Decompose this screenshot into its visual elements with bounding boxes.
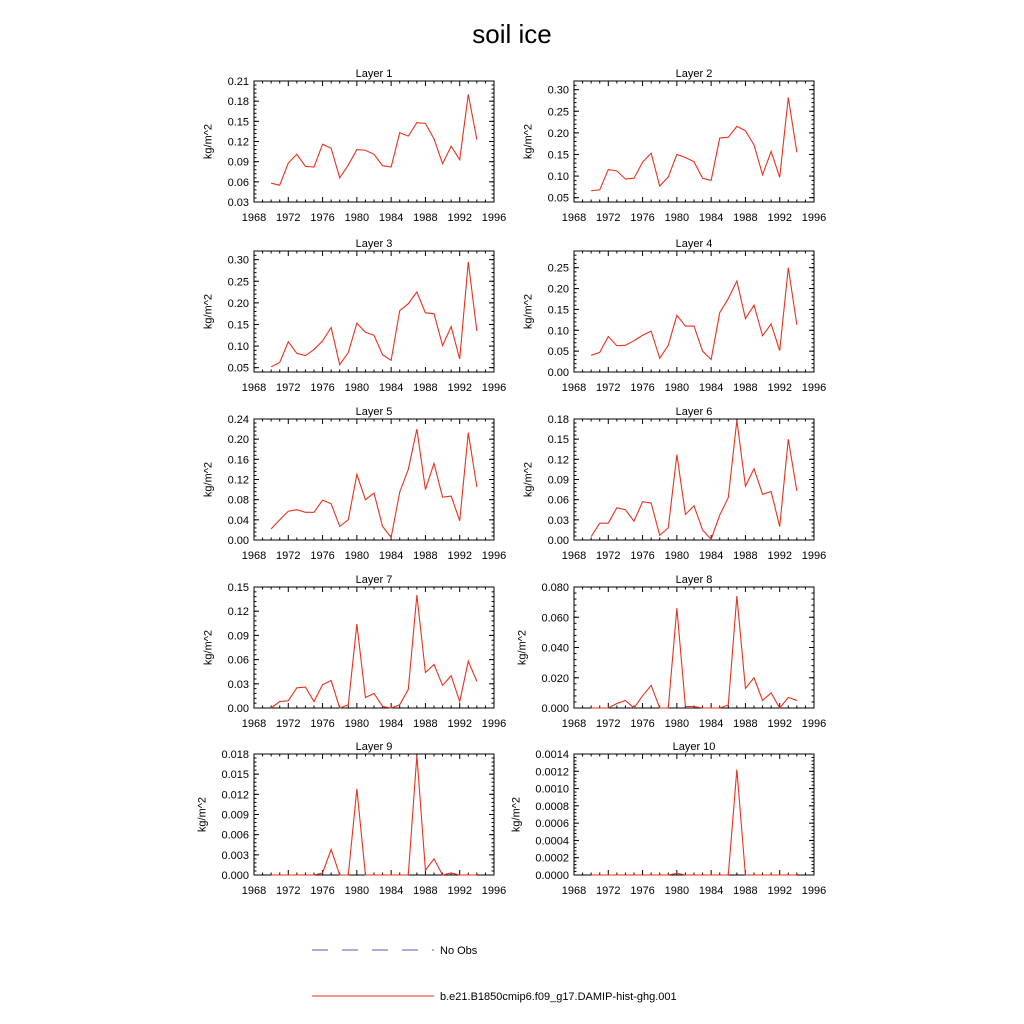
x-tick-label: 1968 (561, 718, 587, 730)
x-tick-label: 1992 (767, 718, 792, 730)
y-axis-label: kg/m^2 (522, 123, 535, 160)
y-tick-label: 0.20 (227, 297, 249, 310)
y-axis-label: kg/m^2 (202, 461, 215, 498)
y-tick-label: 0.15 (547, 149, 569, 162)
y-tick-label: 0.20 (227, 434, 249, 447)
y-tick-label: 0.12 (227, 136, 249, 149)
y-tick-label: 0.12 (547, 454, 569, 467)
plot-frame (254, 587, 494, 708)
y-tick-label: 0.0008 (535, 800, 569, 813)
x-tick-label: 1976 (310, 550, 335, 562)
plot-frame (574, 587, 814, 708)
plot-frame (254, 754, 494, 875)
x-tick-label: 1972 (596, 885, 621, 897)
x-tick-label: 1992 (767, 885, 792, 897)
panel-title: Layer 7 (355, 574, 393, 586)
y-tick-label: 0.06 (547, 494, 569, 507)
series-line (591, 268, 797, 360)
legend-model-label: b.e21.B1850cmip6.f09_g17.DAMIP-hist-ghg.001 (440, 991, 677, 1003)
x-tick-label: 1996 (481, 382, 507, 394)
x-tick-label: 1984 (378, 550, 404, 562)
y-tick-label: 0.08 (227, 494, 249, 507)
series-line (271, 755, 477, 875)
legend-no-obs-label: No Obs (440, 945, 478, 957)
panel-layer-1 (203, 68, 507, 224)
y-tick-label: 0.03 (227, 678, 249, 691)
panel-layer-9 (197, 741, 507, 897)
y-tick-label: 0.15 (547, 304, 569, 317)
y-tick-label: 0.15 (227, 116, 249, 129)
x-tick-label: 1988 (733, 885, 758, 897)
y-axis-label: kg/m^2 (202, 629, 215, 666)
x-tick-label: 1972 (276, 885, 301, 897)
y-tick-label: 0.0000 (535, 870, 569, 882)
x-tick-label: 1968 (561, 550, 587, 562)
x-tick-label: 1972 (276, 212, 301, 224)
x-tick-label: 1972 (596, 550, 621, 562)
y-tick-label: 0.003 (221, 849, 249, 862)
panel-title: Layer 5 (355, 406, 393, 418)
y-tick-label: 0.06 (227, 176, 249, 189)
y-tick-label: 0.000 (221, 870, 249, 882)
y-tick-label: 0.10 (547, 171, 569, 184)
y-tick-label: 0.09 (547, 474, 569, 487)
x-tick-label: 1972 (596, 382, 621, 394)
x-tick-label: 1992 (447, 382, 472, 394)
x-tick-label: 1976 (310, 718, 335, 730)
plot-frame (254, 81, 494, 202)
x-tick-label: 1988 (733, 212, 758, 224)
x-tick-label: 1976 (310, 885, 335, 897)
y-tick-label: 0.03 (227, 197, 249, 209)
series-line (591, 596, 797, 708)
x-tick-label: 1996 (481, 885, 507, 897)
y-tick-label: 0.15 (227, 582, 249, 594)
y-tick-label: 0.16 (227, 454, 249, 467)
x-tick-label: 1996 (481, 212, 507, 224)
x-tick-label: 1984 (378, 718, 404, 730)
y-tick-label: 0.05 (547, 346, 569, 359)
y-tick-label: 0.015 (221, 769, 249, 782)
y-tick-label: 0.09 (227, 156, 249, 169)
y-tick-label: 0.21 (227, 76, 249, 88)
y-tick-label: 0.0012 (535, 766, 569, 779)
panel-layer-4 (523, 238, 827, 394)
panel-title: Layer 2 (675, 68, 713, 80)
y-tick-label: 0.0014 (535, 749, 569, 761)
x-tick-label: 1976 (630, 212, 655, 224)
y-tick-label: 0.00 (547, 367, 569, 379)
plot-frame (574, 81, 814, 202)
x-tick-label: 1988 (413, 550, 438, 562)
y-tick-label: 0.18 (547, 414, 569, 426)
y-tick-label: 0.012 (221, 789, 249, 802)
x-tick-label: 1988 (413, 718, 438, 730)
x-tick-label: 1972 (596, 718, 621, 730)
y-tick-label: 0.0010 (535, 783, 569, 796)
x-tick-label: 1984 (698, 550, 724, 562)
y-axis-label: kg/m^2 (510, 796, 523, 833)
x-tick-label: 1980 (664, 885, 690, 897)
x-tick-label: 1972 (596, 212, 621, 224)
y-axis-label: kg/m^2 (522, 293, 535, 330)
x-tick-label: 1992 (447, 212, 472, 224)
y-tick-label: 0.05 (547, 192, 569, 205)
x-tick-label: 1972 (276, 550, 301, 562)
x-tick-label: 1980 (344, 718, 370, 730)
y-tick-label: 0.020 (541, 672, 569, 685)
y-tick-label: 0.0004 (535, 835, 569, 848)
x-tick-label: 1972 (276, 382, 301, 394)
y-tick-label: 0.25 (547, 106, 569, 119)
y-tick-label: 0.040 (541, 642, 569, 655)
plot-frame (254, 419, 494, 540)
y-tick-label: 0.00 (227, 703, 249, 715)
y-tick-label: 0.10 (227, 341, 249, 354)
y-tick-label: 0.000 (541, 703, 569, 715)
x-tick-label: 1992 (447, 885, 472, 897)
series-line (271, 262, 477, 367)
y-tick-label: 0.0006 (535, 818, 569, 831)
x-tick-label: 1972 (276, 718, 301, 730)
x-tick-label: 1968 (561, 382, 587, 394)
plot-frame (574, 251, 814, 372)
panel-title: Layer 1 (355, 68, 393, 80)
x-tick-label: 1980 (664, 550, 690, 562)
y-tick-label: 0.09 (227, 630, 249, 643)
y-axis-label: kg/m^2 (516, 629, 529, 666)
x-tick-label: 1988 (733, 718, 758, 730)
x-tick-label: 1984 (698, 382, 724, 394)
x-tick-label: 1968 (241, 382, 267, 394)
x-tick-label: 1976 (310, 382, 335, 394)
x-tick-label: 1984 (378, 212, 404, 224)
x-tick-label: 1988 (733, 550, 758, 562)
y-tick-label: 0.060 (541, 612, 569, 625)
x-tick-label: 1984 (698, 212, 724, 224)
x-tick-label: 1992 (767, 550, 792, 562)
y-axis-label: kg/m^2 (522, 461, 535, 498)
panels (197, 68, 827, 897)
legend (312, 945, 677, 1003)
x-tick-label: 1988 (733, 382, 758, 394)
y-tick-label: 0.05 (227, 362, 249, 375)
plot-frame (574, 754, 814, 875)
x-tick-label: 1988 (413, 212, 438, 224)
x-tick-label: 1996 (801, 718, 827, 730)
x-tick-label: 1992 (767, 212, 792, 224)
x-tick-label: 1996 (801, 885, 827, 897)
x-tick-label: 1980 (344, 550, 370, 562)
x-tick-label: 1980 (664, 212, 690, 224)
series-line (271, 595, 477, 708)
x-tick-label: 1992 (767, 382, 792, 394)
series-line (591, 97, 797, 190)
x-tick-label: 1976 (630, 550, 655, 562)
x-tick-label: 1980 (664, 382, 690, 394)
x-tick-label: 1968 (241, 550, 267, 562)
y-tick-label: 0.009 (221, 809, 249, 822)
x-tick-label: 1988 (413, 885, 438, 897)
y-tick-label: 0.12 (227, 474, 249, 487)
y-tick-label: 0.20 (547, 127, 569, 140)
x-tick-label: 1996 (801, 212, 827, 224)
y-tick-label: 0.25 (547, 262, 569, 275)
x-tick-label: 1996 (481, 550, 507, 562)
x-tick-label: 1988 (413, 382, 438, 394)
x-tick-label: 1976 (310, 212, 335, 224)
x-tick-label: 1984 (378, 382, 404, 394)
y-tick-label: 0.006 (221, 829, 249, 842)
panel-title: Layer 3 (355, 238, 393, 250)
series-line (271, 94, 477, 185)
panel-layer-6 (523, 406, 827, 562)
x-tick-label: 1980 (344, 212, 370, 224)
x-tick-label: 1980 (664, 718, 690, 730)
x-tick-label: 1996 (481, 718, 507, 730)
y-tick-label: 0.0002 (535, 852, 569, 865)
x-tick-label: 1984 (378, 885, 404, 897)
series-line (271, 429, 477, 537)
x-tick-label: 1968 (561, 212, 587, 224)
y-tick-label: 0.30 (547, 84, 569, 97)
x-tick-label: 1968 (241, 885, 267, 897)
x-tick-label: 1984 (698, 885, 724, 897)
x-tick-label: 1980 (344, 885, 370, 897)
x-tick-label: 1968 (561, 885, 587, 897)
x-tick-label: 1996 (801, 550, 827, 562)
y-tick-label: 0.04 (227, 514, 249, 527)
x-tick-label: 1992 (447, 550, 472, 562)
y-axis-label: kg/m^2 (196, 796, 209, 833)
series-line (591, 420, 797, 539)
panel-layer-5 (203, 406, 507, 562)
y-tick-label: 0.15 (547, 434, 569, 447)
y-tick-label: 0.15 (227, 319, 249, 332)
y-tick-label: 0.20 (547, 283, 569, 296)
panel-layer-10 (510, 741, 826, 897)
y-tick-label: 0.06 (227, 654, 249, 667)
y-tick-label: 0.00 (227, 535, 249, 547)
y-tick-label: 0.00 (547, 535, 569, 547)
x-tick-label: 1976 (630, 885, 655, 897)
x-tick-label: 1968 (241, 718, 267, 730)
panel-title: Layer 9 (355, 741, 393, 753)
y-tick-label: 0.080 (541, 582, 569, 594)
x-tick-label: 1976 (630, 382, 655, 394)
panel-layer-2 (523, 68, 827, 224)
y-axis-label: kg/m^2 (202, 293, 215, 330)
y-axis-label: kg/m^2 (202, 123, 215, 160)
y-tick-label: 0.10 (547, 325, 569, 338)
x-tick-label: 1968 (241, 212, 267, 224)
figure-title: soil ice (472, 19, 552, 49)
panel-layer-3 (203, 238, 507, 394)
x-tick-label: 1980 (344, 382, 370, 394)
panel-layer-8 (517, 574, 827, 730)
x-tick-label: 1984 (698, 718, 724, 730)
y-tick-label: 0.24 (227, 414, 249, 426)
panel-title: Layer 10 (672, 741, 716, 753)
panel-layer-7 (203, 574, 507, 730)
y-tick-label: 0.12 (227, 606, 249, 619)
y-tick-label: 0.18 (227, 96, 249, 109)
x-tick-label: 1992 (447, 718, 472, 730)
panel-title: Layer 6 (675, 406, 713, 418)
y-tick-label: 0.30 (227, 254, 249, 267)
panel-title: Layer 8 (675, 574, 713, 586)
series-line (591, 770, 797, 875)
x-tick-label: 1996 (801, 382, 827, 394)
y-tick-label: 0.03 (547, 514, 569, 527)
panel-title: Layer 4 (675, 238, 713, 250)
y-tick-label: 0.25 (227, 276, 249, 289)
y-tick-label: 0.018 (221, 749, 249, 761)
x-tick-label: 1976 (630, 718, 655, 730)
